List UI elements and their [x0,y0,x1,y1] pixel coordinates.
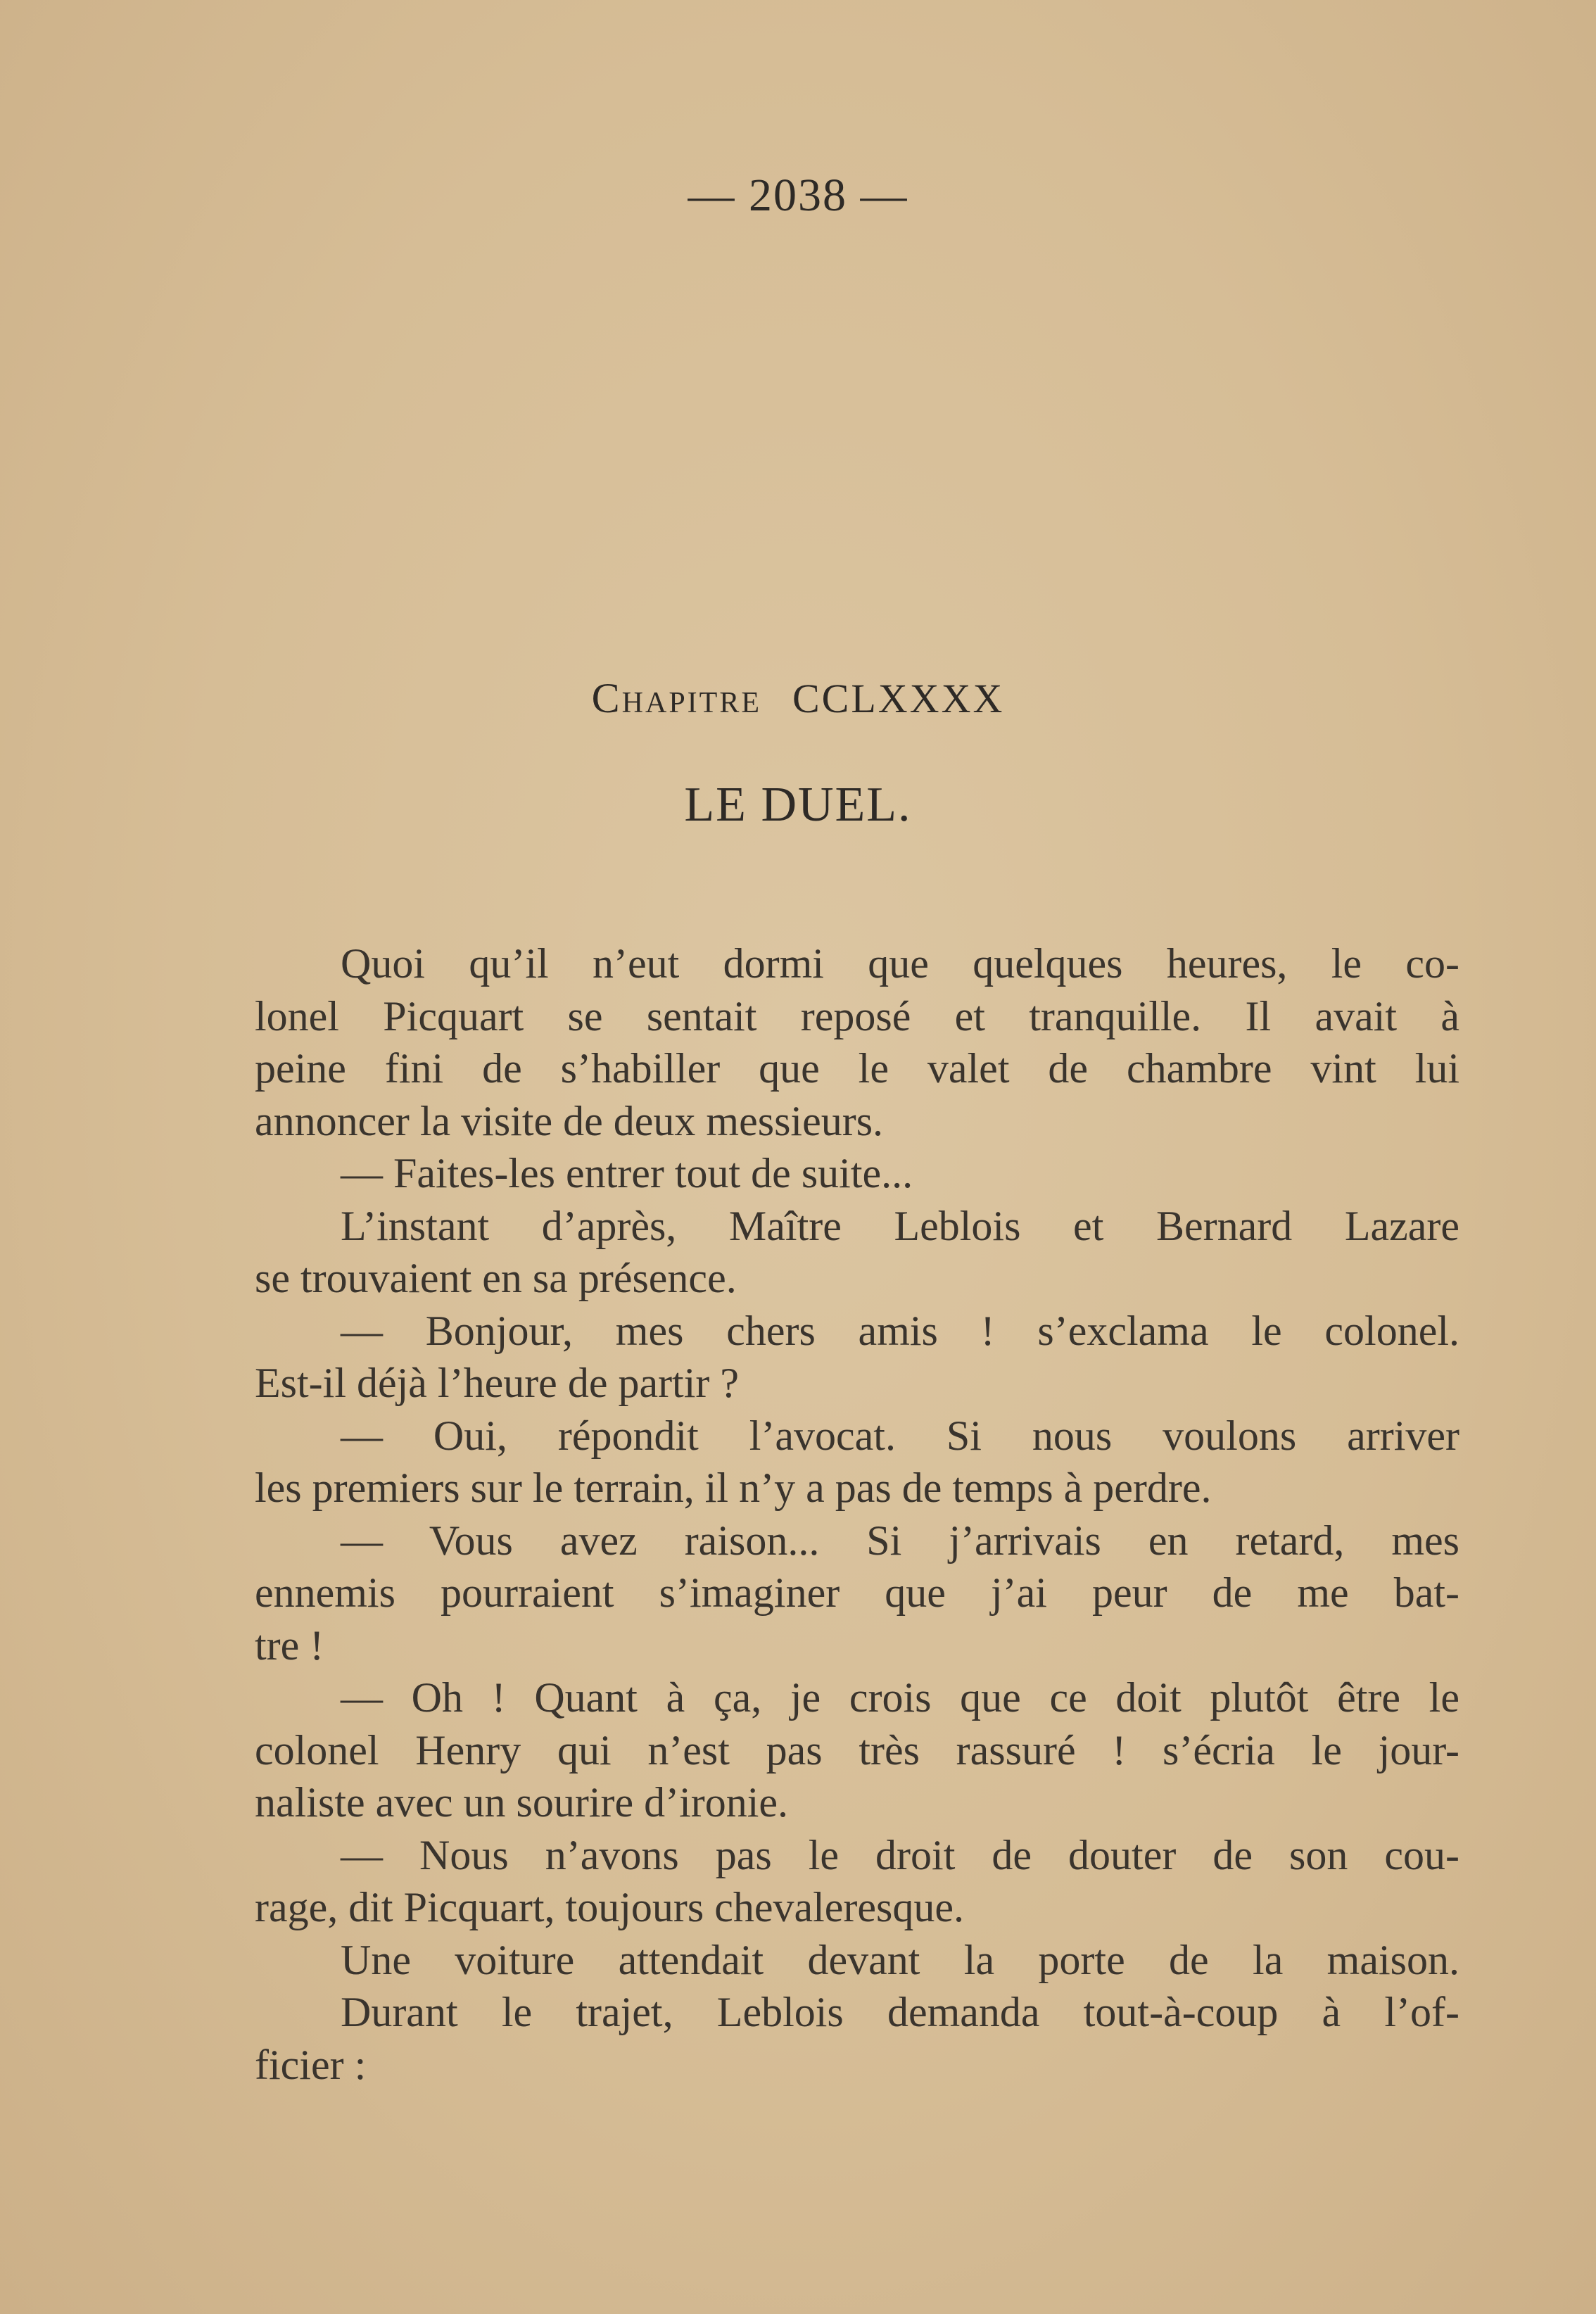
text-line: colonel Henry qui n’est pas très rassuré ! s’écria le jour- [255,1726,1459,1774]
text-line: Durant le trajet, Leblois demanda tout-à-coup à l’of- [341,1989,1459,2035]
text-line: — Faites-les entrer tout de suite... [341,1150,913,1196]
text-line: Quoi qu’il n’eut dormi que quelques heures, le co- [341,940,1459,987]
text-line: — Nous n’avons pas le droit de douter de son cou- [341,1831,1459,1878]
text-line: ficier : [255,2041,367,2088]
chapter-heading [0,674,1596,723]
text-line: se trouvaient en sa présence. [255,1255,737,1301]
chapter-number: CCLXXXX [792,676,1005,721]
text-line: peine fini de s’habiller que le valet de chambre vint lui [255,1045,1459,1092]
text-line: Une voiture attendait devant la porte de la maison. [341,1936,1459,1983]
text-line: tre ! [255,1621,324,1669]
text-line: naliste avec un sourire d’ironie. [255,1779,789,1826]
chapter-label: Chapitre [591,675,761,721]
chapter-title: LE DUEL. [684,778,912,832]
text-line: — Bonjour, mes chers amis ! s’exclama le colonel. [341,1307,1459,1354]
text-line: les premiers sur le terrain, il n’y a pas de temps à perdre. [255,1465,1212,1511]
text-line: — Oui, répondit l’avocat. Si nous voulons arriver [341,1412,1459,1459]
text-line: rage, dit Picquart, toujours chevaleresque. [255,1884,964,1930]
text-line: Est-il déjà l’heure de partir ? [255,1360,740,1406]
text-line: ennemis pourraient s’imaginer que j’ai peur de me bat- [255,1569,1459,1616]
text-line: — Oh ! Quant à ça, je crois que ce doit plutôt être le [341,1674,1459,1721]
text-line: annoncer la visite de deux messieurs. [255,1097,884,1144]
text-line: — Vous avez raison... Si j’arrivais en retard, mes [341,1517,1459,1564]
text-line: L’instant d’après, Maître Leblois et Bernard Lazare [341,1202,1459,1249]
text-line: lonel Picquart se sentait reposé et tranquille. Il avait à [255,992,1459,1039]
body-text [255,937,1459,2091]
page-number: — 2038 — [688,170,908,221]
